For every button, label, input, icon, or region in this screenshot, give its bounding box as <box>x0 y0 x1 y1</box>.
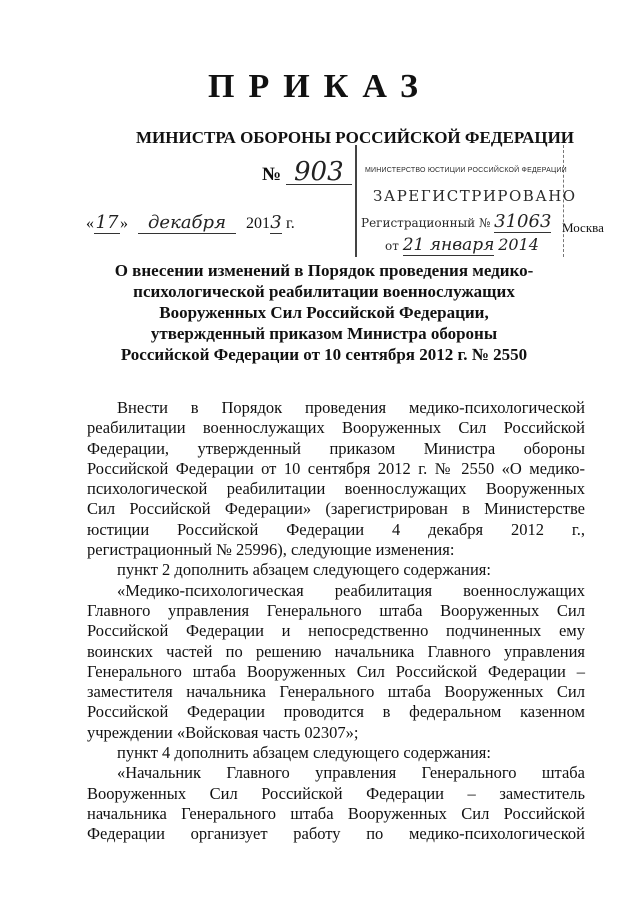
registration-stamp <box>355 145 577 257</box>
body-line: Российской Федерации и непосредственно подчиненных ему <box>87 621 585 641</box>
document-title: ПРИКАЗ <box>208 68 432 105</box>
body-line: Сил Российской Федерации» (зарегистрирован в Министерстве <box>87 499 585 519</box>
date-year-prefix: 201 <box>246 215 270 232</box>
stamp-from-date: 21 января <box>402 235 495 255</box>
stamp-from-line <box>385 235 539 255</box>
date-day: 17 <box>95 212 119 233</box>
heading-line: утвержденный приказом Министра обороны <box>150 324 498 343</box>
heading-line: Вооруженных Сил Российской Федерации, <box>159 303 489 322</box>
stamp-ministry: МИНИСТЕРСТВО ЮСТИЦИИ РОССИЙСКОЙ ФЕДЕРАЦИИ <box>365 167 567 174</box>
body-line: начальника Генерального штаба Вооруженных Сил Российской <box>87 803 585 823</box>
document-subtitle: МИНИСТРА ОБОРОНЫ РОССИЙСКОЙ ФЕДЕРАЦИИ <box>136 128 575 147</box>
body-line: воинских частей по решению начальника Главного управления <box>87 641 585 661</box>
order-number-handwritten: 903 <box>286 160 352 185</box>
body-line: учреждении «Войсковая часть 02307»; <box>87 722 359 742</box>
body-line: регистрационный № 25996), следующие изменения: <box>87 540 455 560</box>
order-number-line <box>262 157 352 187</box>
heading-line: психологической реабилитации военнослужащих <box>133 282 515 301</box>
body-line: пункт 2 дополнить абзацем следующего содержания: <box>117 560 491 580</box>
date-month: декабря <box>138 212 236 234</box>
body-line: Внести в Порядок проведения медико-психологической <box>117 398 585 417</box>
stamp-reg-label: Регистрационный № <box>361 216 491 230</box>
body-line: Российской Федерации от 10 сентября 2012 г. № 2550 «О медико- <box>87 458 585 478</box>
stamp-from-label: от <box>385 239 399 253</box>
date-close-quote: » <box>120 215 128 232</box>
date-year-unit: г. <box>286 215 295 232</box>
body-line: реабилитации военнослужащих Вооруженных Сил Российской <box>87 418 585 438</box>
stamp-from-year: 2014 <box>498 235 539 254</box>
body-line: Российской Федерации проводится в федеральном казенном <box>87 702 585 722</box>
stamp-reg-number-line <box>361 211 551 232</box>
order-date <box>86 212 295 234</box>
document-heading <box>64 260 584 365</box>
body-line: Федерации, утвержденный приказом Министра обороны <box>87 438 585 458</box>
number-sign: № <box>262 164 282 185</box>
heading-line: Российской Федерации от 10 сентября 2012 г. № 2550 <box>120 345 528 364</box>
body-line: пункт 4 дополнить абзацем следующего содержания: <box>117 743 491 763</box>
body-line: юстиции Российской Федерации 4 декабря 2012 г., <box>87 519 585 539</box>
body-line: Главного управления Генерального штаба Вооруженных Сил <box>87 600 585 620</box>
body-line: Вооруженных Сил Российской Федерации – заместитель <box>87 783 585 803</box>
body-line: психологической реабилитации военнослужащих Вооруженных <box>87 479 585 499</box>
date-open-quote: « <box>86 215 94 232</box>
document-body <box>87 398 585 845</box>
body-line: Федерации организует работу по медико-психологической <box>87 824 585 844</box>
body-line: Генерального штаба Вооруженных Сил Российской Федерации – <box>87 661 585 681</box>
body-line: «Медико-психологическая реабилитация военнослужащих <box>117 580 585 600</box>
stamp-registered: ЗАРЕГИСТРИРОВАНО <box>373 187 577 205</box>
date-year-suffix: 3 <box>270 212 282 233</box>
body-line: «Начальник Главного управления Генерального штаба <box>117 763 585 783</box>
heading-line: О внесении изменений в Порядок проведения медико- <box>114 261 534 280</box>
city: Москва <box>562 220 604 235</box>
body-line: заместителя начальника Генерального штаба Вооруженных Сил <box>87 682 585 702</box>
stamp-reg-number: 31063 <box>494 211 552 232</box>
